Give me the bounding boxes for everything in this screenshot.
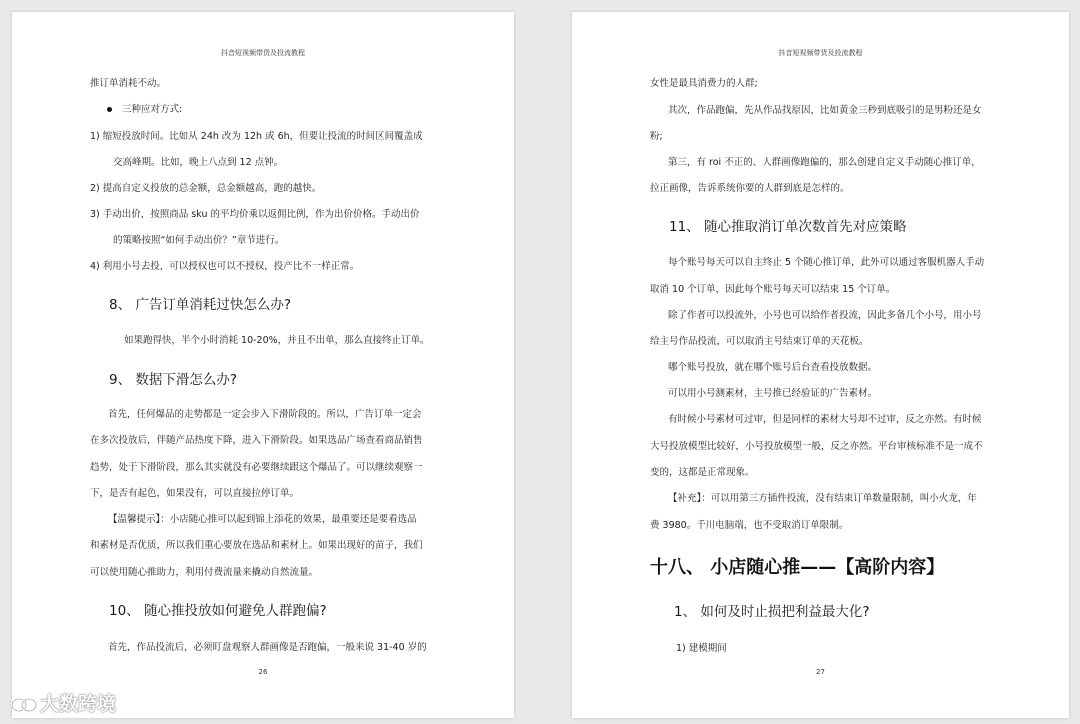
list-item: 3) 手动出价，按照商品 sku 的平均价乘以返佣比例，作为出价价格。手动出价	[90, 209, 420, 220]
text-line: 取消 10 个订单，因此每个账号每天可以结束 15 个订单。	[650, 284, 896, 295]
text-line: 【补充】：可以用第三方插件投流，没有结束订单数量限制，叫小火龙，年	[668, 493, 977, 504]
text-line: 首先，任何爆品的走势都是一定会步入下滑阶段的。所以，广告订单一定会	[108, 409, 422, 420]
text-line: 除了作者可以投流外，小号也可以给作者投流，因此多备几个小号，用小号	[668, 310, 982, 321]
chapter-title: 十八、 小店随心推——【高阶内容】	[650, 557, 945, 578]
text-line: 在多次投放后，伴随产品热度下降，进入下滑阶段。如果选品广场查看商品销售	[90, 435, 423, 446]
bullet-item	[107, 104, 182, 116]
page-number: 27	[816, 668, 825, 676]
text-line: 趋势，处于下滑阶段，那么其实就没有必要继续跟这个爆品了。可以继续观察一	[90, 462, 423, 473]
text-line: 变的，这都是正常现象。	[650, 467, 755, 478]
section-heading: 9、 数据下滑怎么办?	[109, 372, 238, 388]
text-line: 下，是否有起色，如果没有，可以直接拉停订单。	[90, 488, 300, 499]
bullet-text: 三种应对方式:	[122, 104, 183, 115]
document-page-right	[572, 12, 1069, 718]
page-header: 抖音短视频带货及投流教程	[221, 49, 305, 57]
section-heading: 10、 随心推投放如何避免人群跑偏?	[109, 603, 327, 619]
text-line: 粉;	[650, 131, 663, 142]
watermark-logo-icon	[10, 696, 38, 714]
section-heading: 8、 广告订单消耗过快怎么办?	[109, 297, 292, 313]
text-line: 哪个账号投放，就在哪个账号后台查看投放数据。	[668, 362, 878, 373]
text-line: 首先，作品投流后，必须盯盘观察人群画像是否跑偏，一般来说 31-40 岁的	[108, 642, 427, 653]
text-line: 可以使用随心推助力，利用付费流量来撬动自然流量。	[90, 567, 319, 578]
text-line: 女性是最具消费力的人群;	[650, 78, 758, 89]
section-heading: 1、 如何及时止损把利益最大化?	[674, 604, 870, 620]
list-item: 1) 缩短投放时间。比如从 24h 改为 12h 或 6h，但要让投流的时间区间覆盖成	[90, 131, 423, 142]
section-heading: 11、 随心推取消订单次数首先对应策略	[669, 219, 907, 235]
text-line: 第三，有 roi 不正的、人群画像跑偏的，那么创建自定义手动随心推订单，	[668, 157, 981, 168]
page-header: 抖音短视频带货及投流教程	[778, 49, 863, 57]
text-line: 拉正画像，告诉系统你要的人群到底是怎样的。	[650, 183, 850, 194]
list-item: 2) 提高自定义投放的总金额，总金额越高，跑的越快。	[90, 183, 322, 194]
text-line: 推订单消耗不动。	[90, 78, 167, 89]
text-line: 如果跑得快，半个小时消耗 10-20%，并且不出单，那么直接终止订单。	[124, 335, 430, 346]
text-line: 其次，作品跑偏，先从作品找原因，比如黄金三秒到底吸引的是男粉还是女	[668, 105, 982, 116]
watermark	[10, 689, 116, 716]
text-line: 和素材是否优质，所以我们重心要放在选品和素材上。如果出现好的苗子，我们	[90, 540, 423, 551]
text-line: 可以用小号测素材，主号推已经验证的广告素材。	[668, 388, 878, 399]
text-line: 大号投放模型比较好，小号投放模型一般，反之亦然。平台审核标准不是一成不	[650, 441, 983, 452]
page-number: 26	[258, 668, 268, 676]
watermark-text: 大数跨境	[40, 693, 117, 715]
text-line: 有时候小号素材可过审，但是同样的素材大号却不过审，反之亦然。有时候	[668, 414, 982, 425]
text-line: 给主号作品投流，可以取消主号结束订单的天花板。	[650, 336, 869, 347]
bullet-dot-icon	[107, 107, 112, 112]
list-item: 1) 建模期间	[676, 643, 727, 654]
document-page-left	[12, 12, 514, 718]
text-line: 费 3980。千川电脑端，也不受取消订单限制。	[650, 520, 849, 531]
text-line: 交高峰期。比如，晚上八点到 12 点钟。	[113, 157, 284, 168]
text-line: 的策略按照“如何手动出价？”章节进行。	[113, 235, 285, 246]
text-line: 【温馨提示】：小店随心推可以起到锦上添花的效果，最重要还是要看选品	[108, 514, 417, 525]
text-line: 每个账号每天可以自主终止 5 个随心推订单，此外可以通过客服机器人手动	[668, 257, 985, 268]
list-item: 4) 利用小号去投，可以授权也可以不授权，投产比不一样正常。	[90, 261, 360, 272]
